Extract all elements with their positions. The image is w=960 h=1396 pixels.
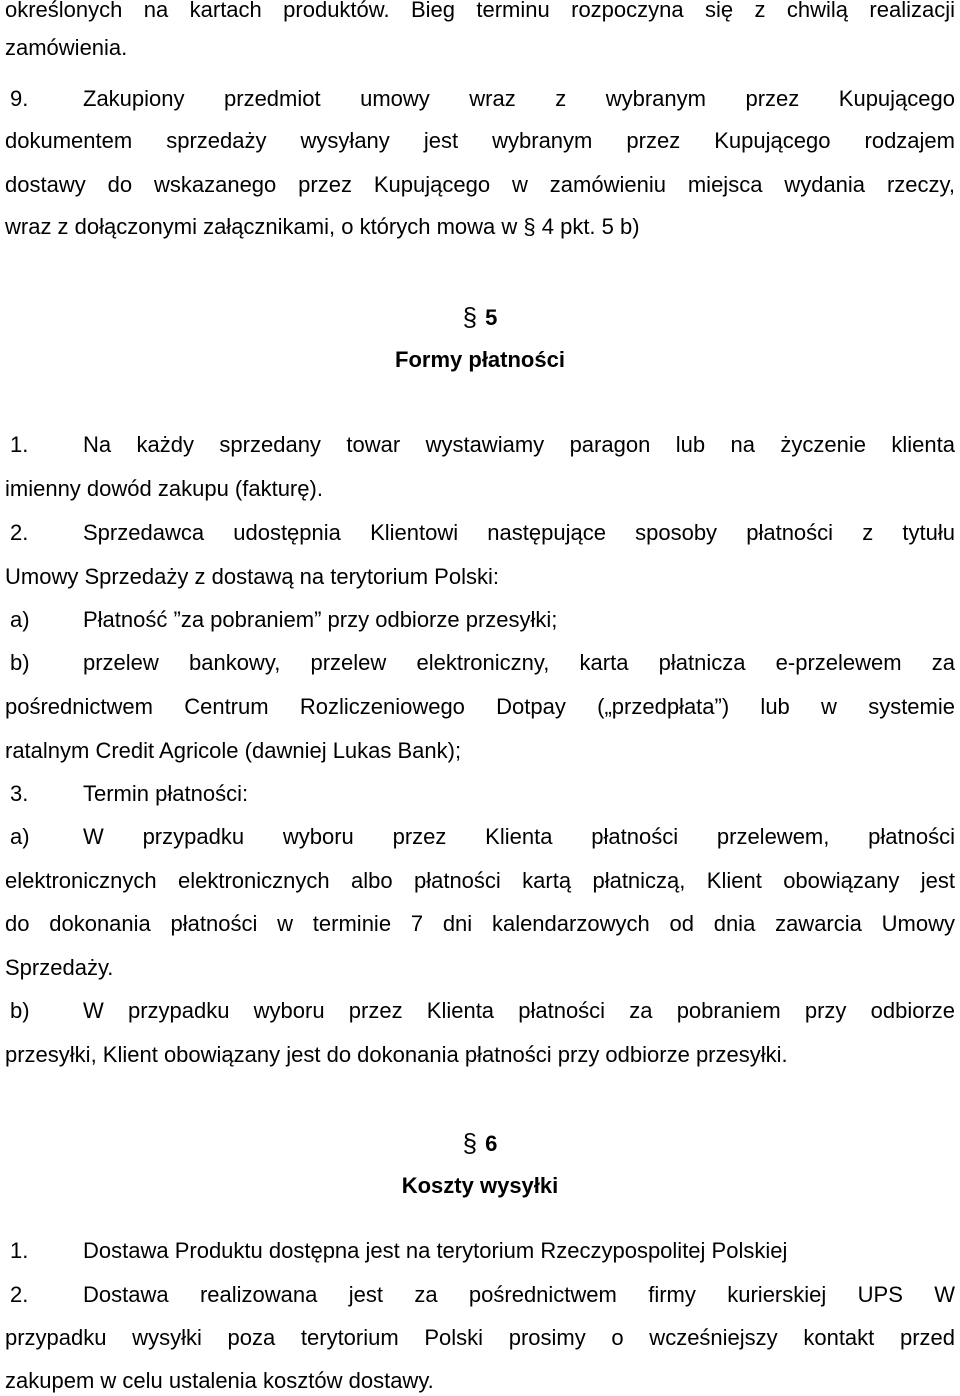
- subitem-a: [5, 822, 955, 852]
- section-5-number: [0, 302, 960, 332]
- subitem-label: a): [10, 824, 30, 849]
- section-symbol: §: [462, 1128, 478, 1158]
- subitem-text: W przypadku wyboru przez Klienta płatności za pobraniem przy odbiorze: [83, 998, 955, 1023]
- section-6-number: [0, 1128, 960, 1158]
- paragraph-line: dostawy do wskazanego przez Kupującego w zamówieniu miejsca wydania rzeczy,: [5, 172, 955, 197]
- item-9-first-line: [5, 84, 955, 114]
- item-text: Dostawa Produktu dostępna jest na terytorium Rzeczypospolitej Polskiej: [83, 1238, 788, 1263]
- paragraph-line: pośrednictwem Centrum Rozliczeniowego Dotpay („przedpłata”) lub w systemie: [5, 694, 955, 719]
- section-number: 5: [485, 305, 498, 330]
- item-number: 1.: [10, 1238, 29, 1263]
- item-1-line: [5, 1236, 955, 1266]
- paragraph-line: Sprzedaży.: [5, 955, 114, 980]
- subitem-label: b): [10, 998, 30, 1023]
- item-2-first-line: [5, 1280, 955, 1310]
- item-number: 9.: [10, 86, 29, 111]
- item-number: 2.: [10, 1282, 29, 1307]
- subitem-label: b): [10, 650, 30, 675]
- subitem-text: W przypadku wyboru przez Klienta płatności przelewem, płatności: [83, 824, 955, 849]
- item-2-first-line: [5, 518, 955, 548]
- subitem-a: [5, 605, 955, 635]
- item-text: Sprzedawca udostępnia Klientowi następujące sposoby płatności z tytułu: [83, 520, 955, 545]
- section-symbol: §: [462, 302, 478, 332]
- item-3-first-line: [5, 779, 955, 809]
- subitem-b: [5, 996, 955, 1026]
- paragraph-line: przypadku wysyłki poza terytorium Polski prosimy o wcześniejszy kontakt przed: [5, 1325, 955, 1350]
- subitem-b: [5, 648, 955, 678]
- subitem-text: przelew bankowy, przelew elektroniczny, karta płatnicza e-przelewem za: [83, 650, 955, 675]
- paragraph-line: ratalnym Credit Agricole (dawniej Lukas Bank);: [5, 738, 462, 763]
- section-number: 6: [485, 1131, 498, 1156]
- item-text: Na każdy sprzedany towar wystawiamy paragon lub na życzenie klienta: [83, 432, 955, 457]
- paragraph-line: zamówienia.: [5, 35, 128, 60]
- paragraph-line: do dokonania płatności w terminie 7 dni kalendarzowych od dnia zawarcia Umowy: [5, 911, 955, 936]
- paragraph-line: określonych na kartach produktów. Bieg terminu rozpoczyna się z chwilą realizacji: [5, 0, 955, 22]
- paragraph-line: Umowy Sprzedaży z dostawą na terytorium Polski:: [5, 564, 499, 589]
- section-5-title: Formy płatności: [395, 347, 565, 372]
- item-text: Zakupiony przedmiot umowy wraz z wybranym przez Kupującego: [83, 86, 955, 111]
- section-6-title: Koszty wysyłki: [401, 1173, 559, 1198]
- item-number: 2.: [10, 520, 29, 545]
- paragraph-line: dokumentem sprzedaży wysyłany jest wybranym przez Kupującego rodzajem: [5, 128, 955, 153]
- paragraph-line: zakupem w celu ustalenia kosztów dostawy.: [5, 1368, 434, 1393]
- paragraph-line: imienny dowód zakupu (fakturę).: [5, 476, 323, 501]
- item-text: Dostawa realizowana jest za pośrednictwem firmy kurierskiej UPS W: [83, 1282, 955, 1307]
- paragraph-line: wraz z dołączonymi załącznikami, o których mowa w § 4 pkt. 5 b): [5, 214, 640, 239]
- item-number: 1.: [10, 432, 29, 457]
- item-number: 3.: [10, 781, 29, 806]
- item-1-first-line: [5, 430, 955, 460]
- subitem-label: a): [10, 607, 30, 632]
- paragraph-line: elektronicznych elektronicznych albo płatności kartą płatniczą, Klient obowiązany jest: [5, 868, 955, 893]
- subitem-text: Płatność ”za pobraniem” przy odbiorze przesyłki;: [83, 607, 558, 632]
- paragraph-line: przesyłki, Klient obowiązany jest do dokonania płatności przy odbiorze przesyłki.: [5, 1042, 788, 1067]
- item-text: Termin płatności:: [83, 781, 249, 806]
